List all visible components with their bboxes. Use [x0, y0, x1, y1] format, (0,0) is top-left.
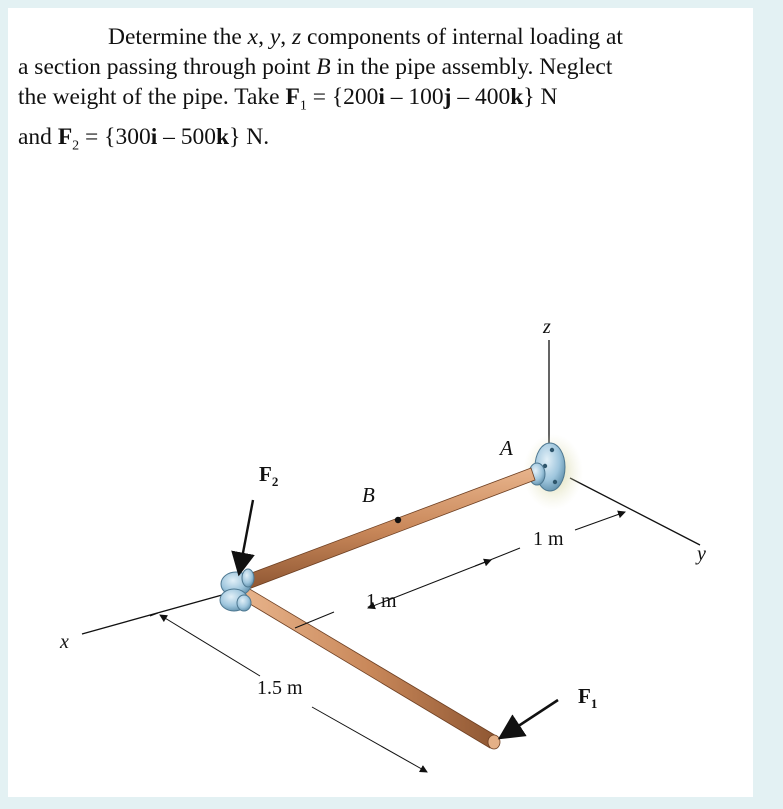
problem-line-3: the weight of the pipe. Take $F_1 = \{200i - 100j - 400k\}$ N — [18, 84, 558, 114]
axis-y-label: y — [697, 543, 706, 565]
dim-a-y-line — [575, 512, 625, 530]
problem-line-2: a section passing through point B in the pipe assembly. Neglect — [18, 54, 613, 80]
dim-long-line — [160, 615, 260, 676]
dim-ext-line — [470, 560, 491, 568]
dim-long-line — [312, 707, 427, 772]
problem-line-4: and $F_2 = \{300i - 500k\}$ N. — [18, 123, 270, 154]
flange-bolt — [550, 448, 554, 452]
y-axis-line — [570, 478, 700, 545]
dim-ab-label: 1 m — [366, 590, 397, 612]
point-a-label: A — [500, 436, 513, 460]
axis-x-label: x — [60, 631, 69, 653]
force-f1-arrow — [500, 700, 558, 738]
problem-line-1: Determine the x, y, z components of internal loading at — [108, 24, 623, 50]
force-f1-label: $F_1$ — [578, 684, 598, 711]
axis-z-label: z — [543, 316, 551, 338]
elbow-collar — [242, 569, 254, 587]
force-f2-label: $F_2$ — [259, 462, 279, 489]
pipe-end-cap — [488, 735, 500, 749]
pipe-long — [240, 588, 498, 748]
force-f2-arrow — [239, 500, 253, 574]
dim-a-y-label: 1 m — [533, 528, 564, 550]
point-b-label: B — [362, 483, 375, 507]
flange-bolt — [553, 480, 557, 484]
dim-long-label: 1.5 m — [257, 677, 303, 699]
point-b-marker — [395, 517, 401, 523]
x-axis-line — [82, 590, 240, 634]
elbow-collar — [237, 595, 251, 611]
pipe-ab — [241, 468, 535, 590]
